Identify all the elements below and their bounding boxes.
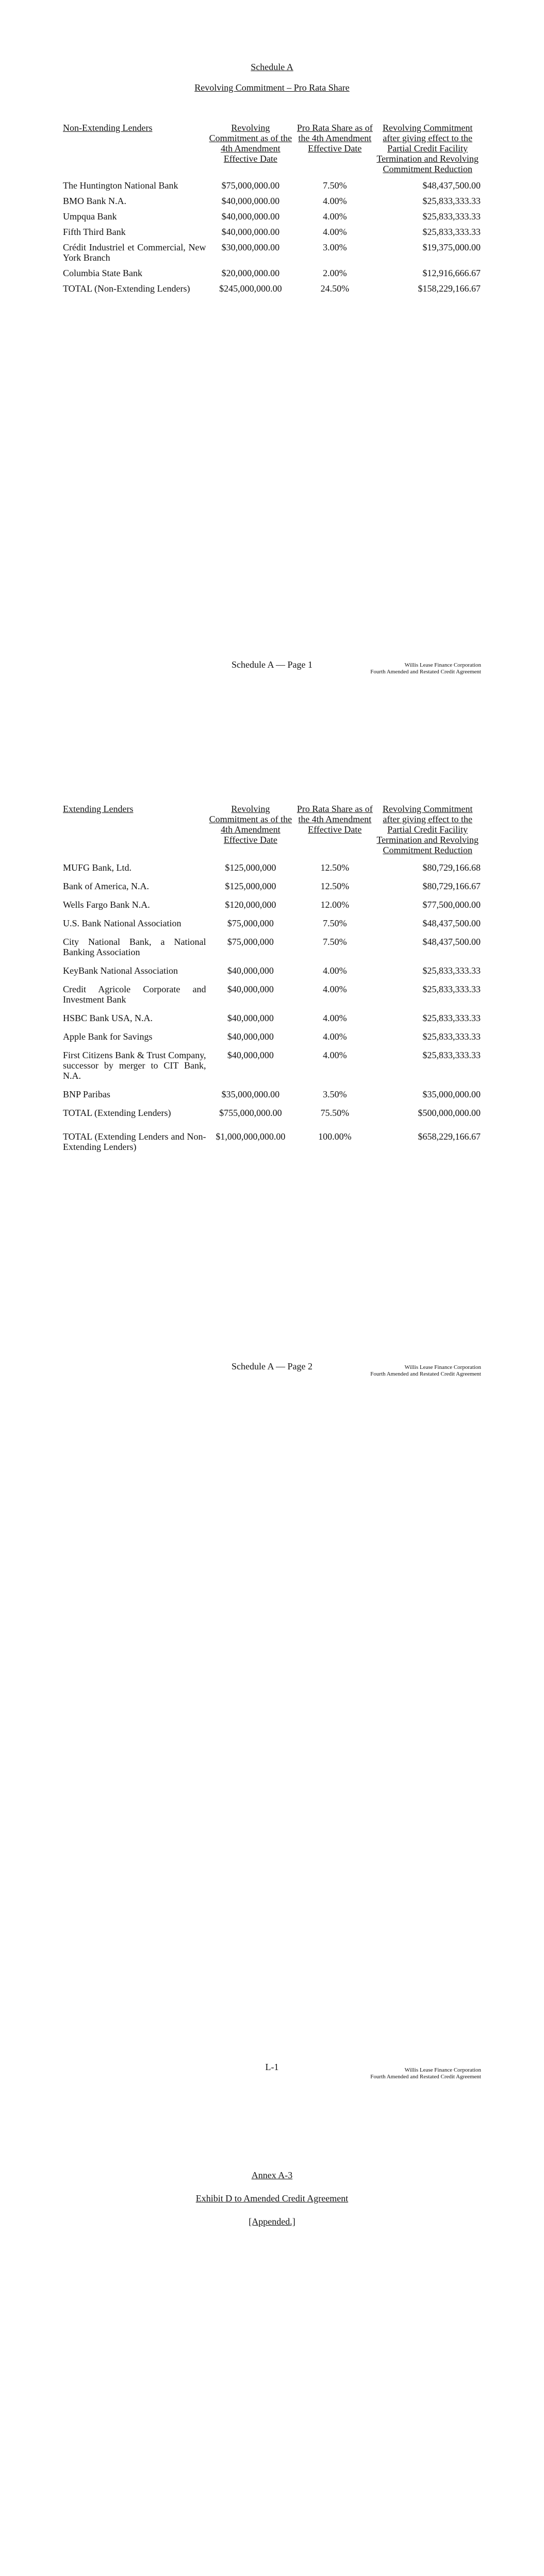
lender-name-cell: Fifth Third Bank <box>63 227 126 237</box>
pro-rata-cell: 4.00% <box>323 1013 347 1023</box>
lender-column-header: Extending Lenders <box>63 804 134 814</box>
page-footer: Schedule A — Page 1 <box>232 659 312 670</box>
lender-name-cell: The Huntington National Bank <box>63 180 178 191</box>
pro-rata-cell: 4.00% <box>323 965 347 976</box>
commitment-cell: $40,000,000 <box>227 1013 274 1023</box>
pro-rata-cell: 12.00% <box>320 900 350 910</box>
schedule-subtitle: Revolving Commitment – Pro Rata Share <box>194 82 350 93</box>
pro-rata-cell: 4.00% <box>323 984 347 994</box>
pro-rata-cell: 3.00% <box>323 242 347 252</box>
commitment-cell: $40,000,000.00 <box>221 196 280 206</box>
after-reduction-cell: $77,500,000.00 <box>422 900 481 910</box>
table-row <box>63 1013 481 1023</box>
after-reduction-cell: $25,833,333.33 <box>422 984 481 994</box>
lender-name-cell: KeyBank National Association <box>63 965 178 976</box>
commitment-cell: $40,000,000.00 <box>221 211 280 222</box>
grand-total-commitment: $1,000,000,000.00 <box>216 1131 286 1142</box>
after-reduction-cell: $25,833,333.33 <box>422 965 481 976</box>
table-header-row <box>63 804 481 855</box>
lender-name-cell: Umpqua Bank <box>63 211 117 222</box>
page-footer: Schedule A — Page 2 <box>232 1361 312 1371</box>
pro-rata-cell: 3.50% <box>323 1089 347 1099</box>
after-reduction-cell: $25,833,333.33 <box>422 196 481 206</box>
commitment-column-header: Revolving Commitment as of the 4th Amendment Effective Date <box>209 804 292 845</box>
lender-name-cell: U.S. Bank National Association <box>63 918 182 928</box>
pro-rata-cell: 4.00% <box>323 1031 347 1042</box>
table-row <box>63 268 481 278</box>
pro-rata-cell: 24.50% <box>320 283 350 294</box>
lender-name-cell: Apple Bank for Savings <box>63 1031 153 1042</box>
lender-name-cell: City National Bank, a National Banking Association <box>63 937 206 957</box>
lender-name-cell: First Citizens Bank & Trust Company, successor by merger to CIT Bank, N.A. <box>63 1050 206 1081</box>
after-reduction-cell: $25,833,333.33 <box>422 211 481 222</box>
lender-name-cell: Credit Agricole Corporate and Investment Bank <box>63 984 206 1005</box>
commitment-cell: $245,000,000.00 <box>219 283 282 294</box>
grand-total-pro-rata: 100.00% <box>318 1131 352 1142</box>
lender-name-cell: BMO Bank N.A. <box>63 196 127 206</box>
pro-rata-column-header: Pro Rata Share as of the 4th Amendment Effective Date <box>296 804 373 835</box>
corporate-footer <box>326 2067 481 2080</box>
page-footer: L-1 <box>265 2062 279 2072</box>
after-reduction-cell: $35,000,000.00 <box>422 1089 481 1099</box>
commitment-cell: $40,000,000 <box>227 1050 274 1060</box>
commitment-cell: $35,000,000.00 <box>221 1089 280 1099</box>
lender-column-header: Non-Extending Lenders <box>63 123 153 133</box>
pro-rata-cell: 7.50% <box>323 937 347 947</box>
commitment-cell: $40,000,000.00 <box>221 227 280 237</box>
after-reduction-cell: $25,833,333.33 <box>422 227 481 237</box>
table-row <box>63 283 481 294</box>
after-reduction-cell: $80,729,166.67 <box>422 881 481 891</box>
table-row <box>63 1050 481 1081</box>
pro-rata-cell: 4.00% <box>323 196 347 206</box>
table-row <box>63 196 481 206</box>
commitment-cell: $75,000,000.00 <box>221 180 280 191</box>
commitment-cell: $125,000,000 <box>225 862 276 873</box>
after-reduction-cell: $48,437,500.00 <box>422 937 481 947</box>
after-reduction-column-header: Revolving Commitment after giving effect to the Partial Credit Facility Termination and Revolving Commitment Reduction <box>376 123 479 174</box>
corp-footer-line2: Fourth Amended and Restated Credit Agreement <box>370 1371 481 1377</box>
table-row <box>63 1031 481 1042</box>
pro-rata-cell: 12.50% <box>320 881 350 891</box>
annex-subtitle: Exhibit D to Amended Credit Agreement <box>195 2193 349 2204</box>
after-reduction-cell: $25,833,333.33 <box>422 1050 481 1060</box>
grand-total-label: TOTAL (Extending Lenders and Non-Extending Lenders) <box>63 1131 206 1152</box>
grand-total-row <box>63 1131 481 1152</box>
corp-footer-line1: Willis Lease Finance Corporation <box>404 2067 481 2073</box>
table-row <box>63 918 481 928</box>
commitment-cell: $755,000,000.00 <box>219 1108 282 1118</box>
corp-footer-line2: Fourth Amended and Restated Credit Agreement <box>370 669 481 675</box>
after-reduction-cell: $48,437,500.00 <box>422 180 481 191</box>
grand-total-after: $658,229,166.67 <box>418 1131 481 1142</box>
pro-rata-cell: 4.00% <box>323 1050 347 1060</box>
pro-rata-cell: 4.00% <box>323 227 347 237</box>
table-row <box>63 937 481 957</box>
after-reduction-cell: $158,229,166.67 <box>418 283 481 294</box>
table-row <box>63 881 481 891</box>
lender-name-cell: TOTAL (Non-Extending Lenders) <box>63 283 190 294</box>
lender-name-cell: Columbia State Bank <box>63 268 142 278</box>
extending-lenders-table <box>63 804 481 1152</box>
table-row <box>63 965 481 976</box>
commitment-cell: $40,000,000 <box>227 965 274 976</box>
commitment-cell: $75,000,000 <box>227 918 274 928</box>
pro-rata-column-header: Pro Rata Share as of the 4th Amendment Effective Date <box>296 123 373 154</box>
after-reduction-cell: $500,000,000.00 <box>418 1108 481 1118</box>
lender-name-cell: TOTAL (Extending Lenders) <box>63 1108 171 1118</box>
table-row <box>63 180 481 191</box>
pro-rata-cell: 12.50% <box>320 862 350 873</box>
pro-rata-cell: 2.00% <box>323 268 347 278</box>
corp-footer-line1: Willis Lease Finance Corporation <box>404 662 481 668</box>
pro-rata-cell: 7.50% <box>323 918 347 928</box>
lender-name-cell: MUFG Bank, Ltd. <box>63 862 132 873</box>
after-reduction-cell: $25,833,333.33 <box>422 1031 481 1042</box>
corp-footer-line1: Willis Lease Finance Corporation <box>404 1364 481 1370</box>
commitment-cell: $40,000,000 <box>227 1031 274 1042</box>
pro-rata-cell: 75.50% <box>320 1108 350 1118</box>
lender-name-cell: Bank of America, N.A. <box>63 881 149 891</box>
after-reduction-cell: $12,916,666.67 <box>422 268 481 278</box>
table-row <box>63 862 481 873</box>
lender-name-cell: BNP Paribas <box>63 1089 110 1099</box>
lender-name-cell: Crédit Industriel et Commercial, New York Branch <box>63 242 206 263</box>
commitment-cell: $30,000,000.00 <box>221 242 280 252</box>
lender-name-cell: HSBC Bank USA, N.A. <box>63 1013 153 1023</box>
annex-title: Annex A-3 <box>251 2170 293 2180</box>
commitment-cell: $40,000,000 <box>227 984 274 994</box>
commitment-cell: $125,000,000 <box>225 881 276 891</box>
schedule-title: Schedule A <box>251 62 293 72</box>
after-reduction-cell: $19,375,000.00 <box>422 242 481 252</box>
table-header-row <box>63 123 481 174</box>
table-row <box>63 1108 481 1118</box>
after-reduction-column-header: Revolving Commitment after giving effect to the Partial Credit Facility Termination and Revolving Commitment Reduction <box>376 804 479 855</box>
commitment-column-header: Revolving Commitment as of the 4th Amendment Effective Date <box>209 123 292 164</box>
after-reduction-cell: $48,437,500.00 <box>422 918 481 928</box>
pro-rata-cell: 7.50% <box>323 180 347 191</box>
corporate-footer <box>326 1364 481 1378</box>
commitment-cell: $75,000,000 <box>227 937 274 947</box>
table-row <box>63 242 481 263</box>
table-row <box>63 900 481 910</box>
commitment-cell: $120,000,000 <box>225 900 276 910</box>
table-row <box>63 211 481 222</box>
appended-note: [Appended.] <box>249 2216 295 2227</box>
after-reduction-cell: $25,833,333.33 <box>422 1013 481 1023</box>
non-extending-lenders-table <box>63 123 481 294</box>
table-row <box>63 1089 481 1099</box>
corporate-footer <box>326 662 481 675</box>
pro-rata-cell: 4.00% <box>323 211 347 222</box>
corp-footer-line2: Fourth Amended and Restated Credit Agreement <box>370 2074 481 2080</box>
table-row <box>63 227 481 237</box>
lender-name-cell: Wells Fargo Bank N.A. <box>63 900 150 910</box>
commitment-cell: $20,000,000.00 <box>221 268 280 278</box>
table-row <box>63 984 481 1005</box>
after-reduction-cell: $80,729,166.68 <box>422 862 481 873</box>
